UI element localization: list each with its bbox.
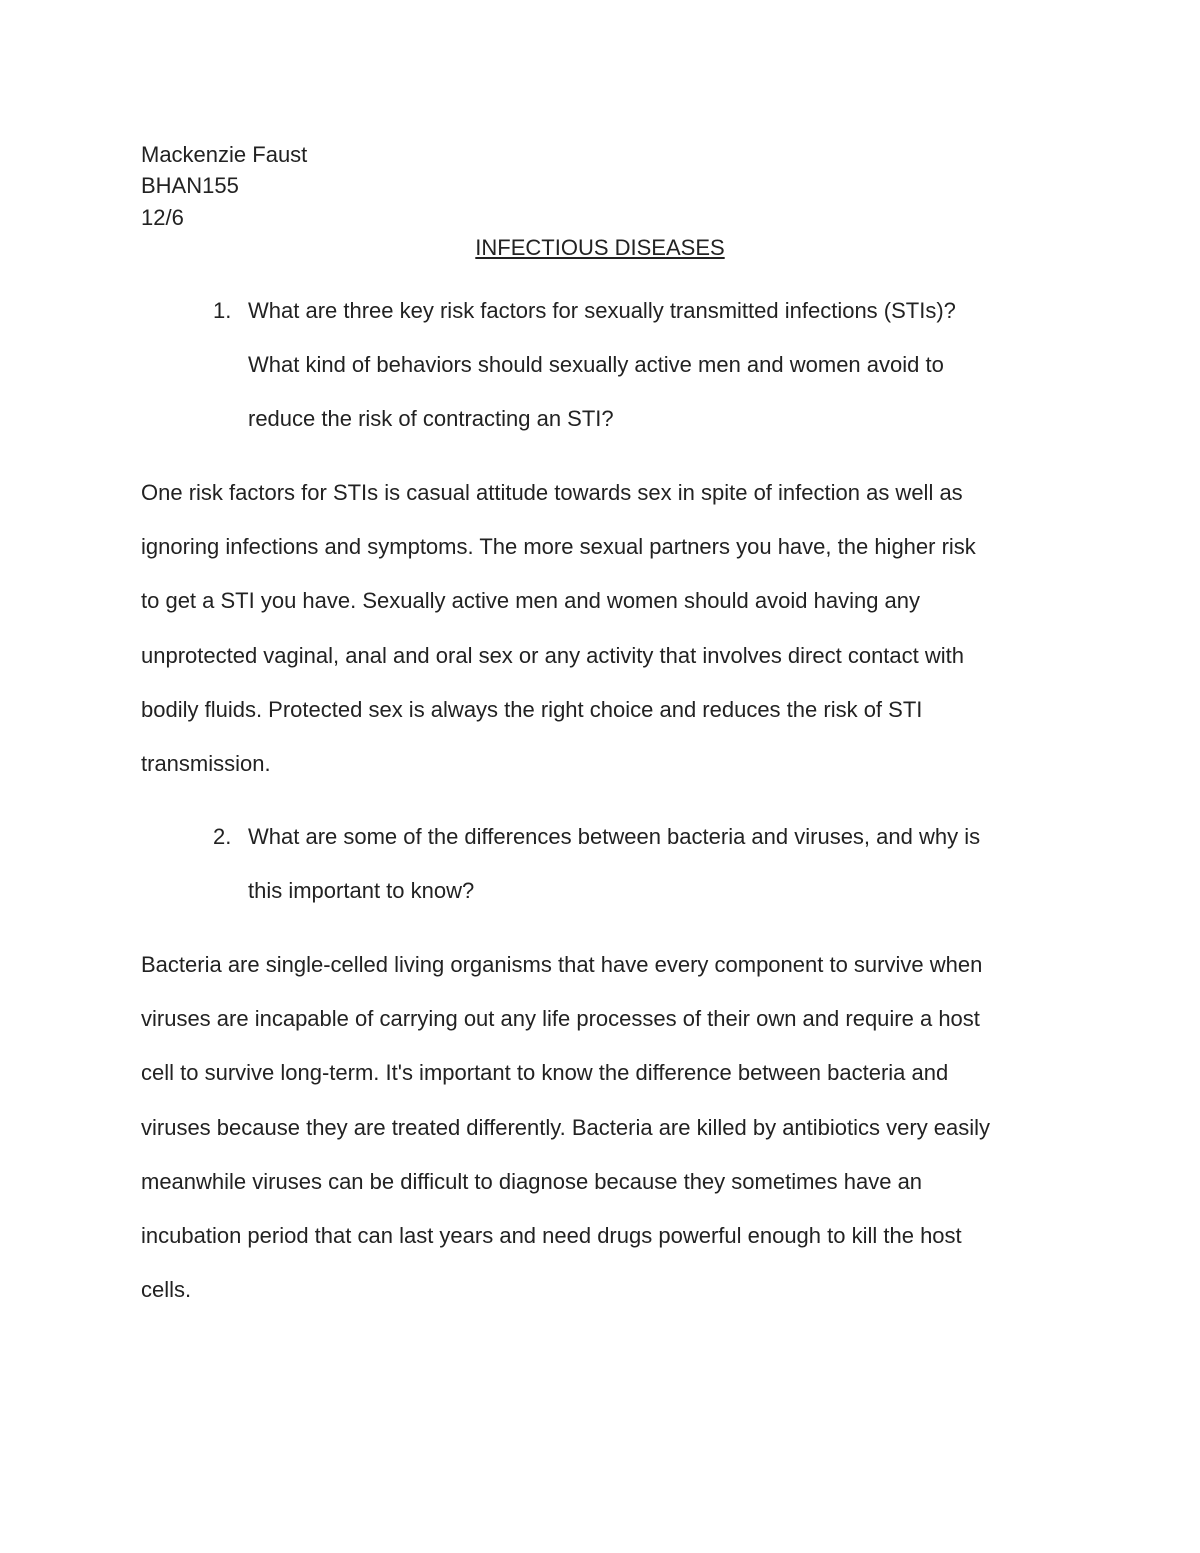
answer-line: ignoring infections and symptoms. The more sexual partners you have, the higher risk <box>141 534 976 560</box>
answer-line: Bacteria are single-celled living organisms that have every component to survive when <box>141 952 983 977</box>
question-1 <box>213 284 1053 446</box>
answer-line: viruses are incapable of carrying out any life processes of their own and require a host <box>141 1006 980 1032</box>
answer-line: One risk factors for STIs is casual attitude towards sex in spite of infection as well as <box>141 480 963 505</box>
question-text <box>248 284 1053 446</box>
answer-line: to get a STI you have. Sexually active men and women should avoid having any <box>141 588 921 614</box>
document-date: 12/6 <box>141 205 184 230</box>
question-2 <box>213 810 1053 918</box>
answer-line: incubation period that can last years and need drugs powerful enough to kill the host <box>141 1223 962 1249</box>
answer-line: cell to survive long-term. It's important to know the difference between bacteria and <box>141 1060 949 1086</box>
question-number: 1. <box>213 298 232 323</box>
answer-line: unprotected vaginal, anal and oral sex or any activity that involves direct contact with <box>141 642 965 668</box>
question-number: 2. <box>213 824 232 849</box>
question-line: What are some of the differences between bacteria and viruses, and why is <box>248 824 981 849</box>
course-code: BHAN155 <box>141 173 239 198</box>
answer-line: viruses because they are treated differently. Bacteria are killed by antibiotics very easily <box>141 1114 991 1140</box>
question-line: this important to know? <box>248 878 475 903</box>
answer-line: cells. <box>141 1277 192 1303</box>
answer-line: transmission. <box>141 751 271 777</box>
question-line: What are three key risk factors for sexually transmitted infections (STIs)? <box>248 298 956 323</box>
question-text <box>248 810 1053 918</box>
answer-1 <box>141 466 1056 791</box>
answer-2 <box>141 938 1056 1317</box>
question-line: reduce the risk of contracting an STI? <box>248 406 614 431</box>
question-line: What kind of behaviors should sexually active men and women avoid to <box>248 352 944 377</box>
answer-line: bodily fluids. Protected sex is always the right choice and reduces the risk of STI <box>141 696 923 722</box>
document-title: INFECTIOUS DISEASES <box>475 235 725 260</box>
answer-line: meanwhile viruses can be difficult to diagnose because they sometimes have an <box>141 1168 923 1194</box>
author-name: Mackenzie Faust <box>141 142 308 167</box>
